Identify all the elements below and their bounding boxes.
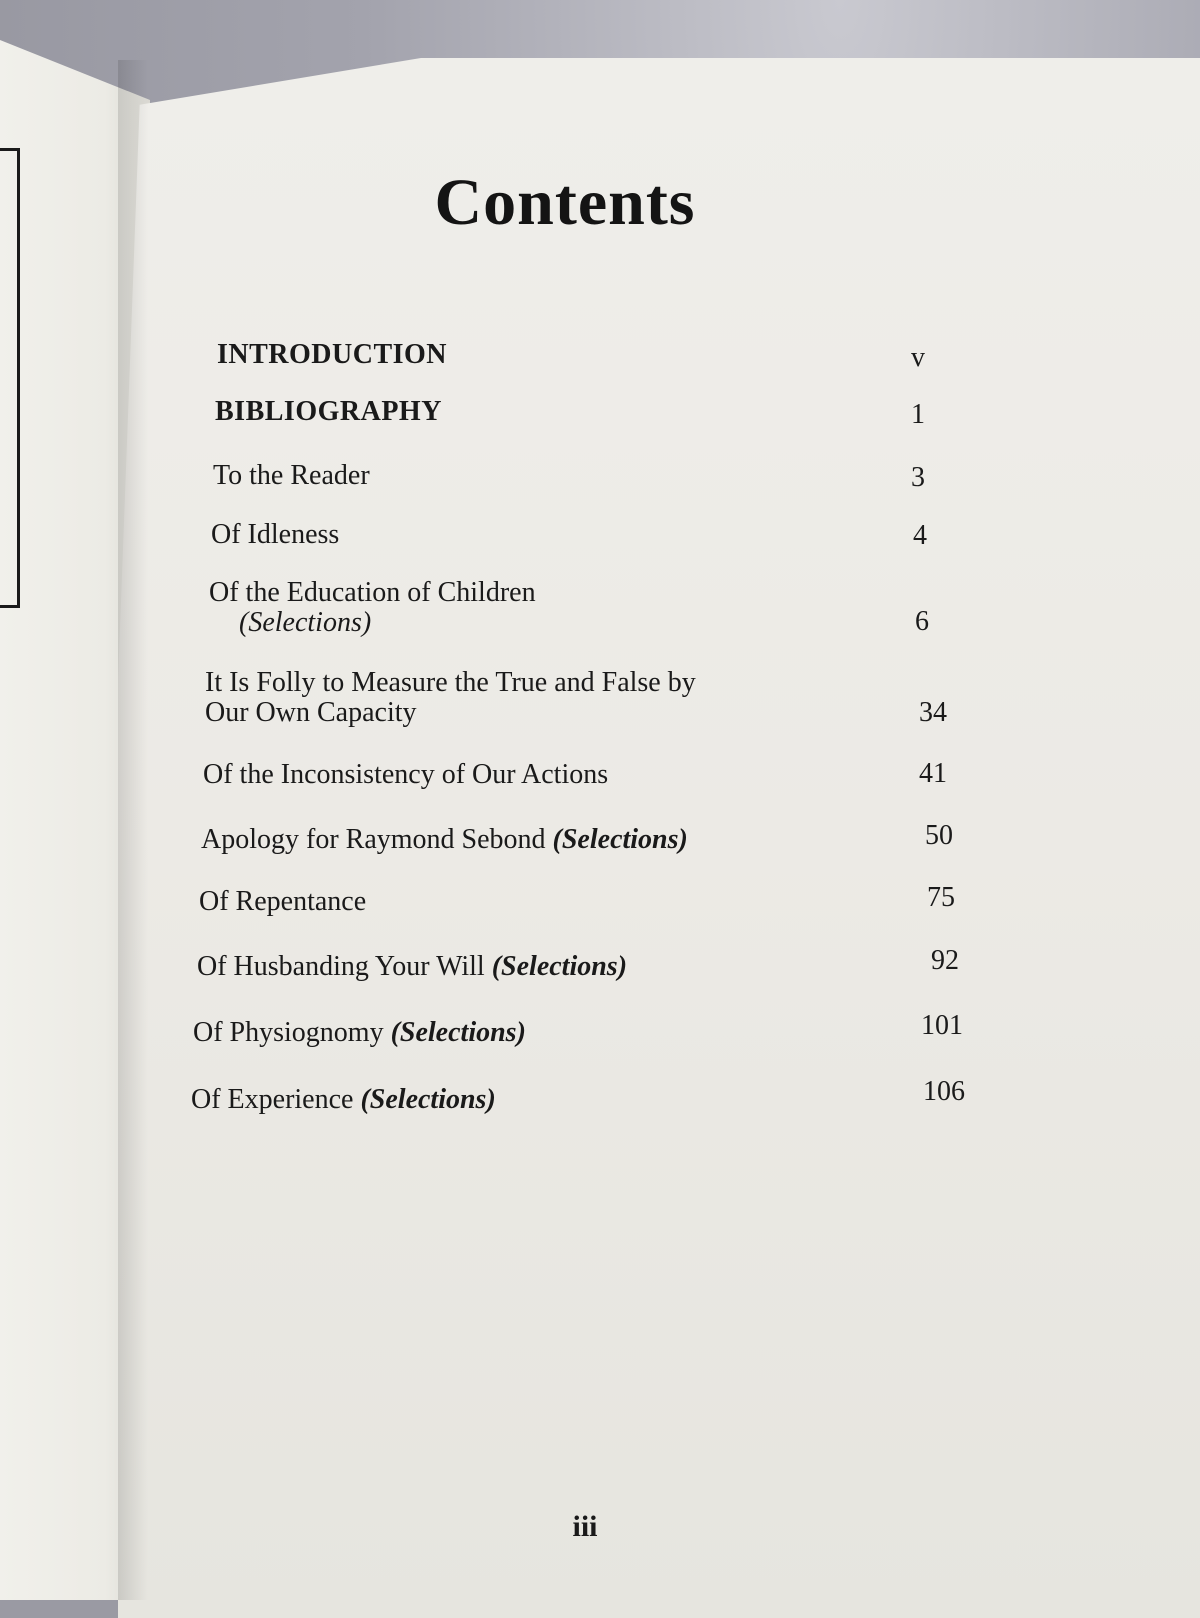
toc-entry-title-text: Of Husbanding Your Will — [197, 951, 485, 982]
toc-entry-title — [197, 952, 627, 982]
toc-entry-title — [193, 1018, 526, 1048]
toc-entry — [199, 887, 366, 917]
toc-entry-title: It Is Folly to Measure the True and False by — [205, 667, 696, 698]
toc-entry-title-text: Of Experience — [191, 1084, 354, 1115]
toc-entry — [211, 520, 339, 550]
toc-entry-title: Of Idleness — [211, 519, 340, 550]
toc-entry-page: 106 — [923, 1076, 965, 1107]
toc-entry-page: 50 — [925, 820, 953, 851]
toc-entry-selections: (Selections) — [360, 1084, 496, 1115]
toc-entry-title: INTRODUCTION — [217, 339, 448, 370]
toc-entry — [217, 340, 447, 370]
toc-entry — [201, 825, 688, 855]
toc-entry-page: v — [911, 342, 925, 373]
toc-entry-title: Of the Education of Children — [209, 577, 536, 608]
toc-entry-page: 101 — [921, 1010, 963, 1041]
toc-entry-title: Of the Inconsistency of Our Actions — [203, 759, 609, 790]
toc-entry-title: To the Reader — [213, 460, 370, 491]
toc-entry — [215, 397, 442, 427]
toc-entry-title — [191, 1085, 496, 1115]
toc-entry-title-text: Apology for Raymond Sebond — [201, 824, 546, 855]
toc-entry-title-text: Of Physiognomy — [193, 1017, 384, 1048]
page-number: iii — [572, 1510, 598, 1543]
toc-entry — [203, 760, 608, 790]
toc-entry — [213, 461, 370, 491]
toc-entry-page: 4 — [913, 520, 927, 551]
toc-entry-page: 1 — [911, 399, 925, 430]
toc-entry — [191, 1085, 496, 1115]
toc-entry-page: 3 — [911, 462, 925, 493]
toc-entry-page: 92 — [931, 945, 959, 976]
toc-entry-title — [201, 825, 688, 855]
toc-entry-title: BIBLIOGRAPHY — [215, 396, 442, 427]
toc-entry-page: 41 — [919, 758, 947, 789]
toc-entry — [193, 1018, 526, 1048]
toc-entry-page: 34 — [919, 697, 947, 728]
toc-entry-selections: (Selections) — [491, 951, 628, 982]
toc-entry — [197, 952, 627, 982]
toc-entry-selections: (Selections) — [552, 824, 688, 855]
toc-entry-page: 75 — [927, 882, 955, 913]
toc-entry-title: Of Repentance — [199, 886, 367, 917]
toc-entry-page: 6 — [915, 606, 929, 637]
page-title: Contents — [434, 166, 696, 239]
toc-entry-subtitle: Our Own Capacity — [205, 697, 417, 728]
toc-entry-selections: (Selections) — [390, 1017, 526, 1048]
toc-entry — [205, 668, 696, 728]
toc-entry-subtitle: (Selections) — [239, 607, 372, 638]
toc-entry — [209, 578, 536, 638]
